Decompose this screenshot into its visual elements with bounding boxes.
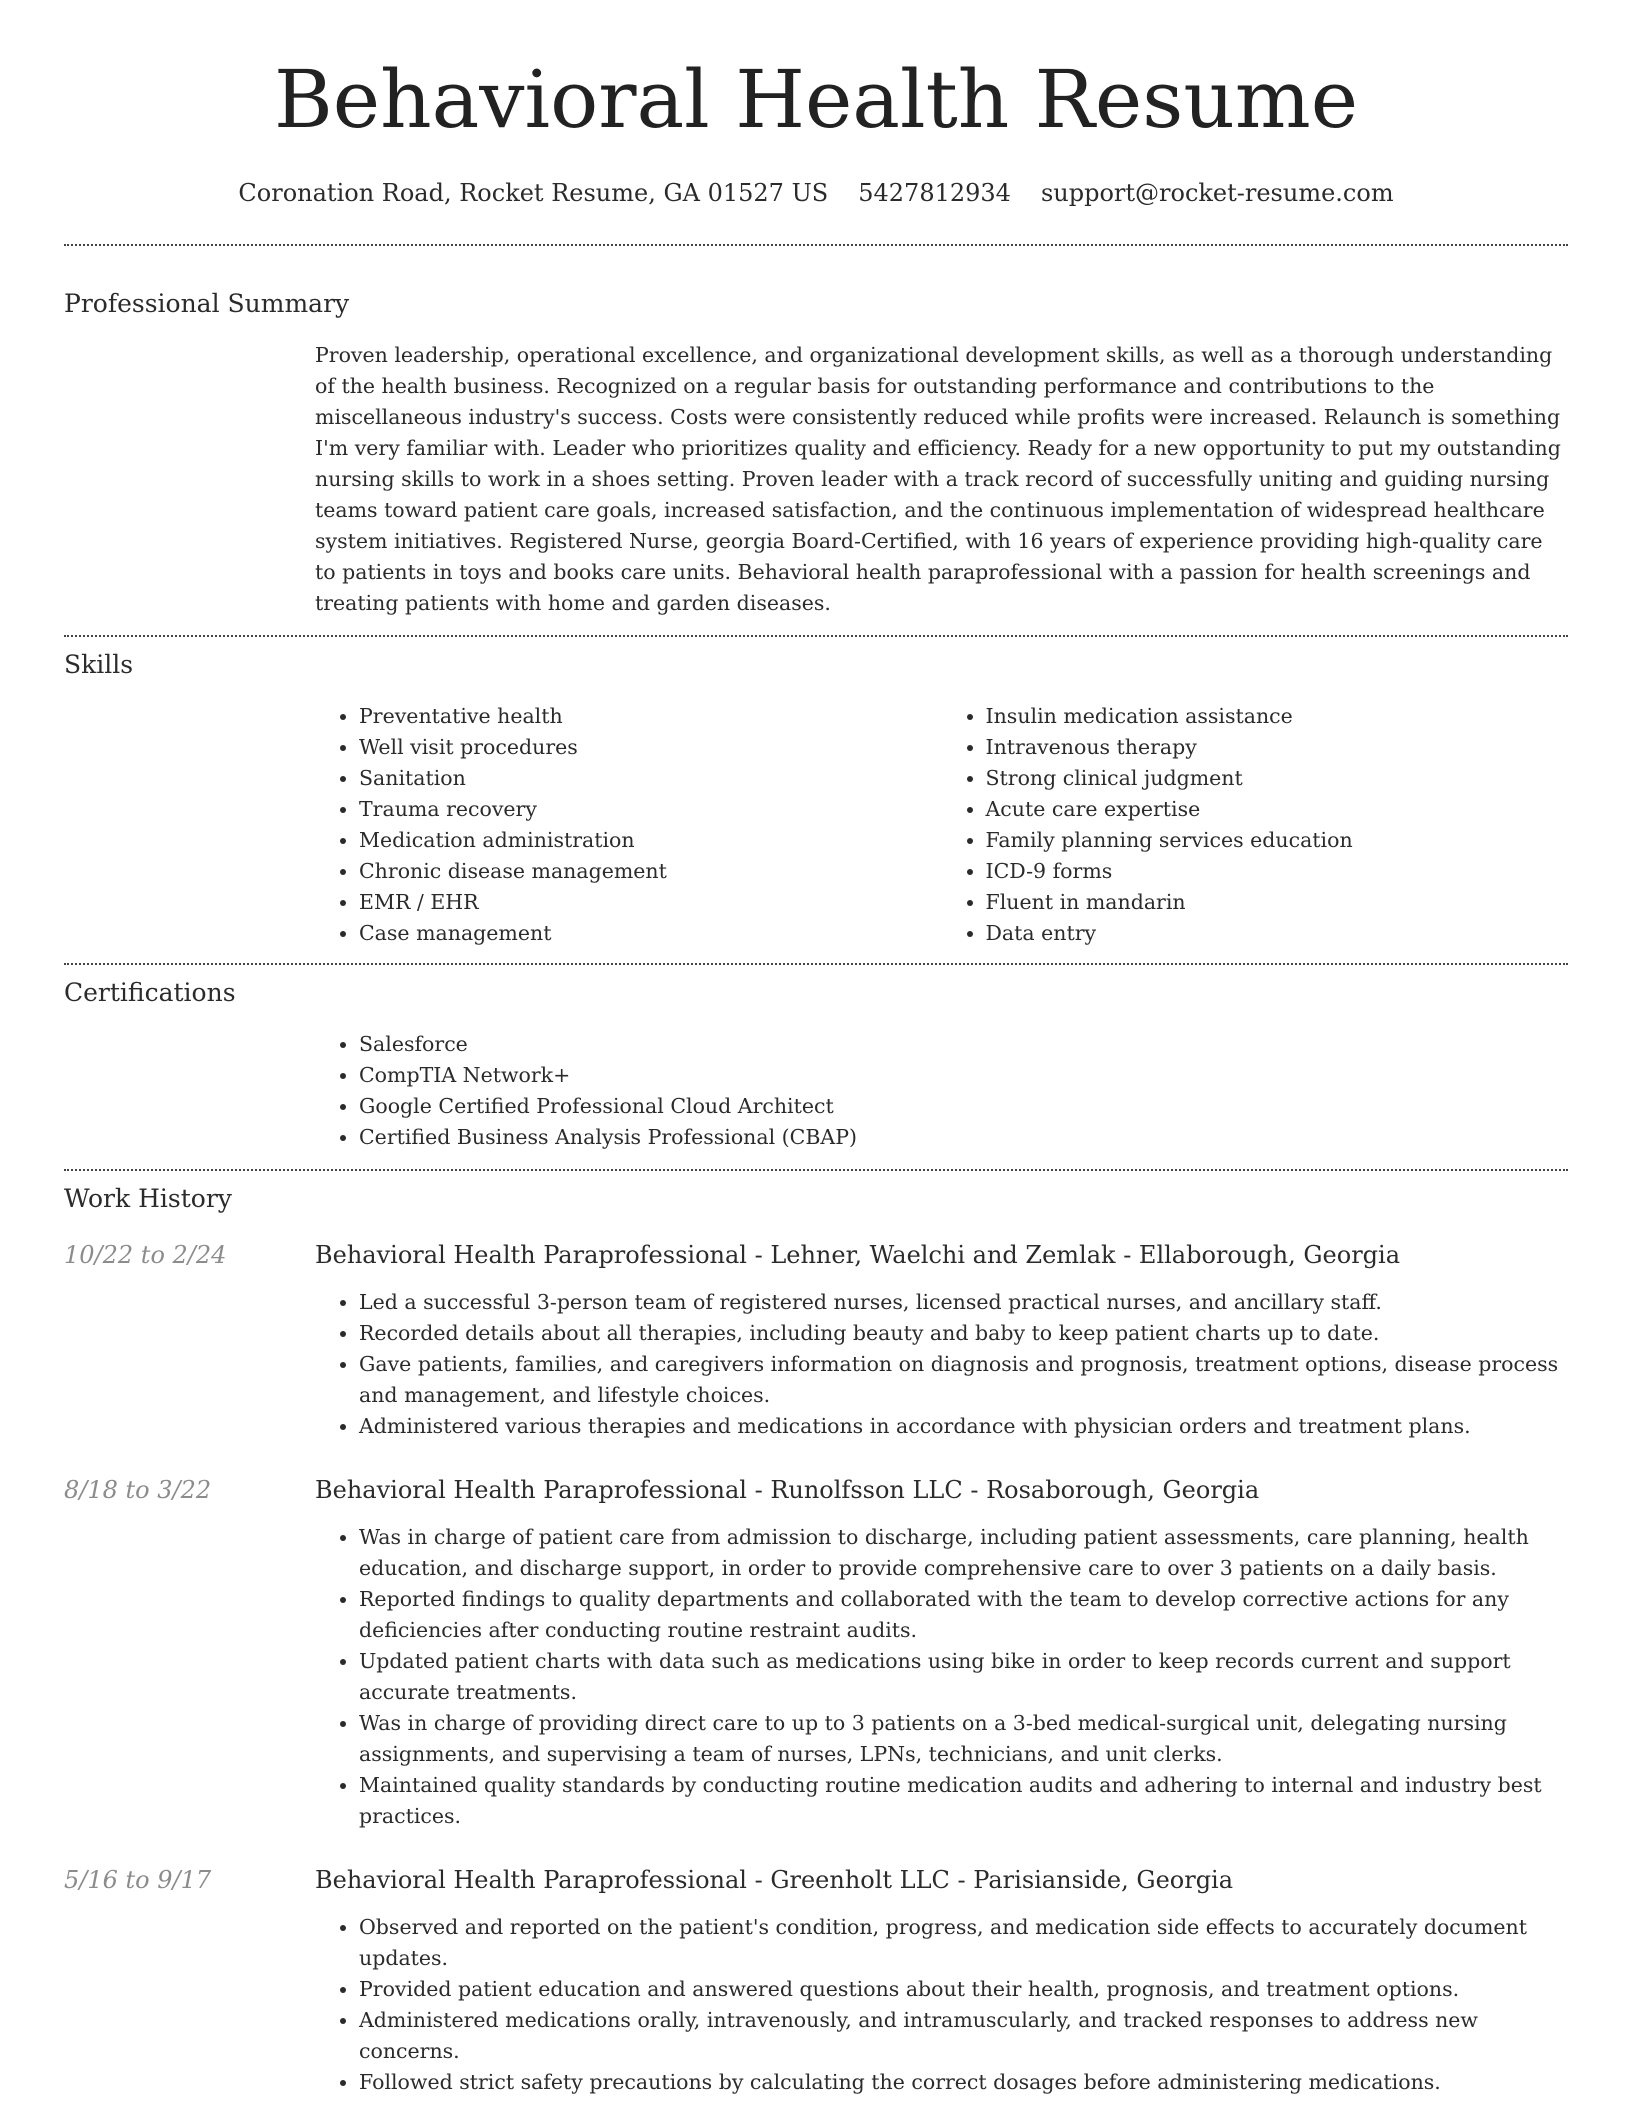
summary-heading: Professional Summary <box>64 289 350 318</box>
work-history-heading: Work History <box>64 1184 232 1213</box>
skill-item: • Well visit procedures <box>359 732 942 763</box>
job-bullet: • Recorded details about all therapies, including beauty and baby to keep patient charts up to date. <box>359 1318 1568 1349</box>
summary-section <box>64 246 1568 635</box>
skill-item: • Strong clinical judgment <box>986 763 1569 794</box>
job-dates: 10/22 to 2/24 <box>64 1241 227 1269</box>
skill-item: • Insulin medication assistance <box>986 701 1569 732</box>
skill-item: • Trauma recovery <box>359 794 942 825</box>
certifications-list <box>315 1029 1568 1153</box>
job-bullet-list <box>315 1912 1568 2098</box>
job-bullets <box>315 1522 1568 1832</box>
job-entry <box>64 1239 1568 1442</box>
job-bullet: • Was in charge of patient care from admission to discharge, including patient assessments, care planning, health education, and discharge support, in order to provide comprehensive care to over 3 patients on a daily basis. <box>359 1522 1568 1584</box>
certification-item: • Certified Business Analysis Professional (CBAP) <box>359 1122 1568 1153</box>
skill-item: • Intravenous therapy <box>986 732 1569 763</box>
job-bullet: • Reported findings to quality departments and collaborated with the team to develop corrective actions for any deficiencies after conducting routine restraint audits. <box>359 1584 1568 1646</box>
job-entry <box>64 1474 1568 1832</box>
skills-list-left <box>315 701 942 949</box>
job-bullets <box>315 1912 1568 2098</box>
certifications-section <box>64 965 1568 1169</box>
job-bullet-list <box>315 1522 1568 1832</box>
contact-phone: 5427812934 <box>858 179 1011 207</box>
skill-item: • Family planning services education <box>986 825 1569 856</box>
job-bullet: • Provided patient education and answered questions about their health, prognosis, and treatment options. <box>359 1974 1568 2005</box>
job-title: Behavioral Health Paraprofessional - Greenholt LLC - Parisianside, Georgia <box>315 1866 1234 1894</box>
contact-address: Coronation Road, Rocket Resume, GA 01527 US <box>238 179 829 207</box>
skills-heading: Skills <box>64 650 134 679</box>
skill-item: • Fluent in mandarin <box>986 887 1569 918</box>
skills-list-right <box>942 701 1569 949</box>
skill-item: • ICD-9 forms <box>986 856 1569 887</box>
certification-item: • Google Certified Professional Cloud Architect <box>359 1091 1568 1122</box>
job-bullet: • Maintained quality standards by conducting routine medication audits and adhering to internal and industry best practices. <box>359 1770 1568 1832</box>
skill-item: • Data entry <box>986 918 1569 949</box>
skill-item: • Sanitation <box>359 763 942 794</box>
certifications-heading: Certifications <box>64 978 236 1007</box>
skill-item: • Chronic disease management <box>359 856 942 887</box>
summary-text: Proven leadership, operational excellence, and organizational development skills, as well as a thorough understanding of the health business. Recognized on a regular basis for outstanding performance and contributions to the miscellaneous industry's success. Costs were consistently reduced while profits were increased. Relaunch is something I'm very familiar with. Leader who prioritizes quality and efficiency. Ready for a new opportunity to put my outstanding nursing skills to work in a shoes setting. Proven leader with a track record of successfully uniting and guiding nursing teams toward patient care goals, increased satisfaction, and the continuous implementation of widespread healthcare system initiatives. Registered Nurse, georgia Board-Certified, with 16 years of experience providing high-quality care to patients in toys and books care units. Behavioral health paraprofessional with a passion for health screenings and treating patients with home and garden diseases. <box>315 343 1561 615</box>
job-entry <box>64 1864 1568 2098</box>
certifications-content <box>315 1029 1568 1153</box>
skill-item: • Medication administration <box>359 825 942 856</box>
job-title: Behavioral Health Paraprofessional - Lehner, Waelchi and Zemlak - Ellaborough, Georgia <box>315 1241 1401 1269</box>
work-history-section <box>64 1171 1568 2098</box>
job-bullet-list <box>315 1287 1568 1442</box>
job-bullet: • Led a successful 3-person team of registered nurses, licensed practical nurses, and ancillary staff. <box>359 1287 1568 1318</box>
skills-content <box>315 701 1568 949</box>
skills-section <box>64 637 1568 963</box>
skill-item: • EMR / EHR <box>359 887 942 918</box>
job-dates: 5/16 to 9/17 <box>64 1866 212 1894</box>
certification-item: • CompTIA Network+ <box>359 1060 1568 1091</box>
summary-content <box>315 340 1568 619</box>
job-bullet: • Administered various therapies and medications in accordance with physician orders and treatment plans. <box>359 1411 1568 1442</box>
contact-line <box>64 178 1568 208</box>
job-bullet: • Gave patients, families, and caregivers information on diagnosis and prognosis, treatment options, disease process and management, and lifestyle choices. <box>359 1349 1568 1411</box>
job-bullet: • Was in charge of providing direct care to up to 3 patients on a 3-bed medical-surgical unit, delegating nursing assignments, and supervising a team of nurses, LPNs, technicians, and unit clerks. <box>359 1708 1568 1770</box>
job-bullet: • Observed and reported on the patient's condition, progress, and medication side effects to accurately document updates. <box>359 1912 1568 1974</box>
job-dates: 8/18 to 3/22 <box>64 1476 212 1504</box>
job-bullet: • Administered medications orally, intravenously, and intramuscularly, and tracked responses to address new concerns. <box>359 2005 1568 2067</box>
resume-title: Behavioral Health Resume <box>273 53 1359 146</box>
skill-item: • Case management <box>359 918 942 949</box>
contact-email: support@rocket-resume.com <box>1040 179 1394 207</box>
job-title: Behavioral Health Paraprofessional - Runolfsson LLC - Rosaborough, Georgia <box>315 1476 1260 1504</box>
skill-item: • Preventative health <box>359 701 942 732</box>
job-bullet: • Followed strict safety precautions by calculating the correct dosages before administering medications. <box>359 2067 1568 2098</box>
skill-item: • Acute care expertise <box>986 794 1569 825</box>
certification-item: • Salesforce <box>359 1029 1568 1060</box>
job-bullets <box>315 1287 1568 1442</box>
resume-page <box>64 0 1568 2098</box>
job-bullet: • Updated patient charts with data such as medications using bike in order to keep records current and support accurate treatments. <box>359 1646 1568 1708</box>
